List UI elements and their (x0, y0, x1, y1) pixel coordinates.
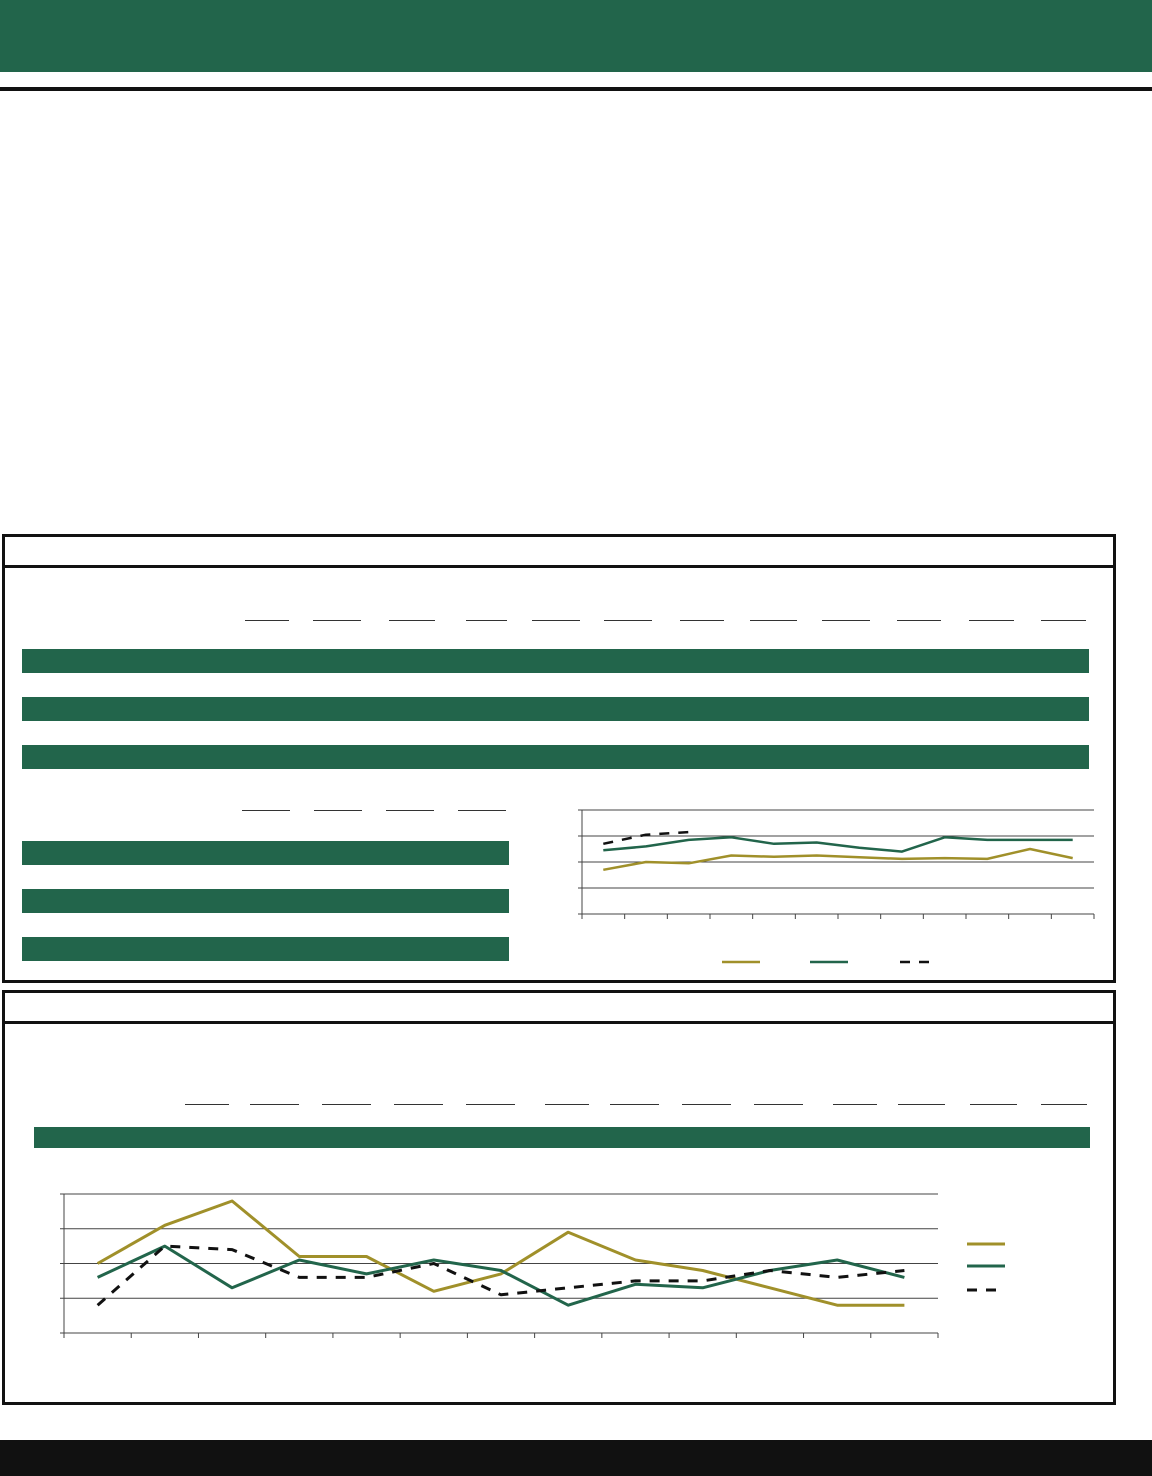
header-rule (610, 1104, 659, 1105)
header-rule (545, 1104, 589, 1105)
header-rule (532, 620, 580, 621)
header-rule (822, 620, 870, 621)
header-rule (970, 1104, 1017, 1105)
header-rule (314, 810, 362, 811)
left-table-row (22, 889, 509, 913)
header-rule (1041, 620, 1086, 621)
header-rule (833, 1104, 877, 1105)
header-rule (754, 1104, 803, 1105)
header-rule (322, 1104, 371, 1105)
header-rule (1041, 1104, 1087, 1105)
lower-table-row (34, 1127, 1090, 1148)
header-rule (458, 810, 506, 811)
upper-table-row (22, 649, 1089, 673)
header-rule (313, 620, 361, 621)
header-rule (604, 620, 652, 621)
header-rule (466, 1104, 515, 1105)
header-rule (466, 620, 507, 621)
panel-lower-header (5, 993, 1113, 1024)
header-rule (969, 620, 1014, 621)
left-table-row (22, 937, 509, 961)
top-banner (0, 0, 1152, 72)
header-rule (682, 1104, 731, 1105)
panel-lower (2, 990, 1116, 1405)
upper-table-row (22, 745, 1089, 769)
header-rule (250, 1104, 299, 1105)
panel-upper-header (5, 537, 1113, 568)
header-rule (389, 620, 435, 621)
header-rule (394, 1104, 443, 1105)
bottom-banner (0, 1440, 1152, 1476)
header-rule (897, 620, 941, 621)
header-rule (680, 620, 724, 621)
header-rule (386, 810, 434, 811)
header-rule (750, 620, 797, 621)
header-rule (242, 810, 290, 811)
upper-table-row (22, 697, 1089, 721)
header-rule (245, 620, 289, 621)
top-rule (0, 87, 1152, 91)
header-rule (898, 1104, 945, 1105)
header-rule (185, 1104, 229, 1105)
left-table-row (22, 841, 509, 865)
